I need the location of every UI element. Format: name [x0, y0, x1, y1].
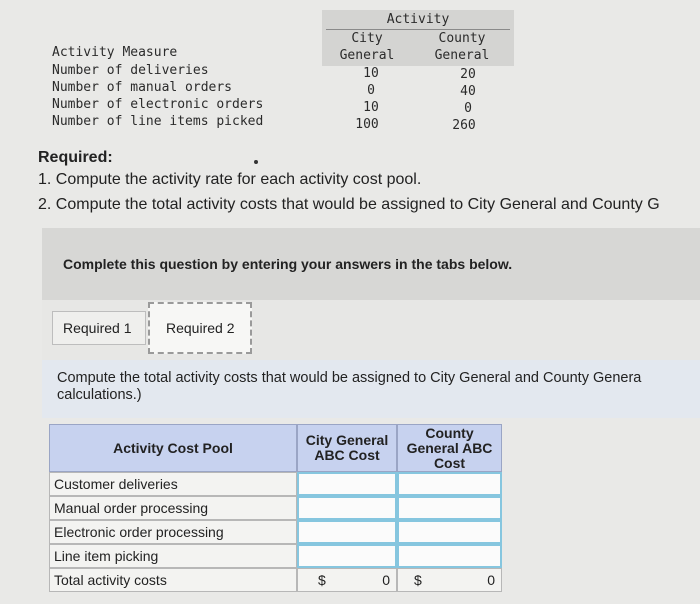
header-county-line2: General ABC [406, 439, 493, 456]
activity-row-label: Number of manual orders [52, 80, 233, 95]
instruction-text [57, 370, 700, 404]
row-label-line-item-picking: Line item picking [49, 544, 297, 568]
row-label-manual-order-processing: Manual order processing [49, 496, 297, 520]
row-label-total-activity-costs: Total activity costs [49, 568, 297, 592]
header-activity-cost-pool: Activity Cost Pool [49, 424, 297, 472]
currency-symbol: $ [414, 572, 422, 588]
header-county-line1: County [425, 424, 474, 441]
county-total-value: 0 [487, 572, 495, 588]
header-city-general-cost [297, 424, 397, 472]
header-county-line3: Cost [433, 454, 466, 471]
activity-row-label: Number of electronic orders [52, 97, 264, 112]
city-header-line2: General [339, 48, 395, 63]
activity-band-title: Activity [386, 12, 450, 27]
activity-measure-header: Activity Measure [52, 45, 178, 60]
bullet-dot [254, 160, 258, 164]
header-county-general-cost [397, 424, 502, 472]
county-total-cell [397, 568, 502, 592]
tab-required-1[interactable]: Required 1 [52, 311, 146, 345]
city-cost-input[interactable] [297, 472, 397, 496]
county-cost-input[interactable] [397, 544, 502, 568]
activity-row-county: 40 [460, 84, 476, 99]
city-cost-input[interactable] [297, 520, 397, 544]
city-total-value: 0 [382, 572, 390, 588]
required-item-2: 2. Compute the total activity costs that would be assigned to City General and County G [38, 196, 660, 213]
row-label-electronic-order-processing: Electronic order processing [49, 520, 297, 544]
activity-divider [326, 29, 510, 30]
row-label-customer-deliveries: Customer deliveries [49, 472, 297, 496]
county-cost-input[interactable] [397, 496, 502, 520]
activity-row-label: Number of line items picked [52, 114, 264, 129]
currency-symbol: $ [318, 572, 326, 588]
instruction-line-2: calculations.) [57, 387, 142, 403]
city-cost-input[interactable] [297, 544, 397, 568]
activity-row-city: 10 [363, 100, 379, 115]
activity-row-city: 0 [367, 83, 375, 98]
activity-row-county: 20 [460, 67, 476, 82]
required-item-1: 1. Compute the activity rate for each activity cost pool. [38, 171, 422, 188]
header-city-line2: ABC Cost [314, 447, 380, 463]
activity-row-label: Number of deliveries [52, 63, 209, 78]
county-cost-input[interactable] [397, 472, 502, 496]
county-cost-input[interactable] [397, 520, 502, 544]
city-total-cell [297, 568, 397, 592]
answer-table [49, 424, 504, 592]
instruction-line-1: Compute the total activity costs that would be assigned to City General and County Genera [57, 370, 642, 386]
activity-row-city: 100 [355, 117, 379, 132]
county-header-line1: County [438, 31, 486, 46]
city-cost-input[interactable] [297, 496, 397, 520]
required-title: Required: [38, 149, 113, 166]
activity-row-county: 0 [464, 101, 472, 116]
header-city-line1: City General [305, 432, 389, 448]
county-header-line2: General [434, 48, 490, 63]
complete-prompt: Complete this question by entering your answers in the tabs below. [63, 256, 513, 272]
activity-row-county: 260 [452, 118, 476, 133]
activity-row-city: 10 [363, 66, 379, 81]
city-header-line1: City [351, 31, 383, 46]
tab-required-2[interactable]: Required 2 [148, 302, 252, 354]
